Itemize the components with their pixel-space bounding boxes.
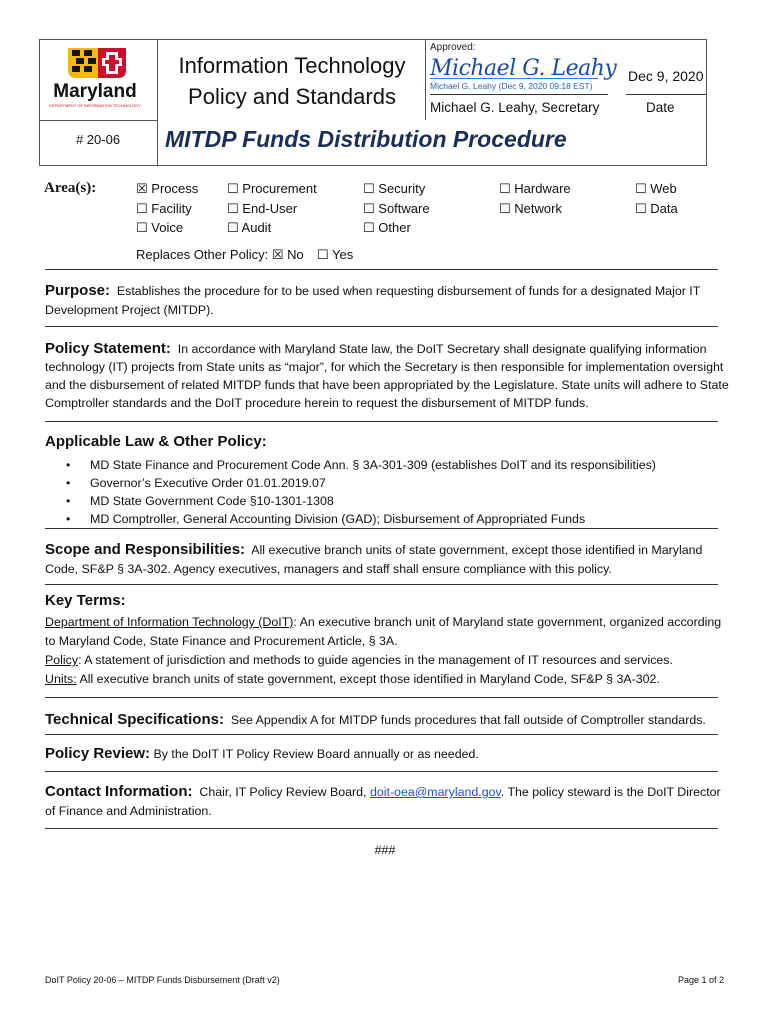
bullet-icon: • — [66, 476, 71, 490]
area-option-label: Network — [510, 201, 562, 216]
area-option-label: Web — [646, 181, 677, 196]
purpose-section — [45, 281, 730, 320]
law-list-text: MD State Government Code §10-1301-1308 — [90, 494, 334, 508]
section-rule — [45, 771, 718, 772]
approval-date: Dec 9, 2020 — [628, 68, 704, 84]
section-rule — [45, 734, 718, 735]
area-option-security — [363, 181, 425, 197]
contact-text-before: Chair, IT Policy Review Board, — [199, 785, 370, 799]
checkbox-icon[interactable]: ☐ — [136, 201, 148, 216]
replaces-yes-label: Yes — [332, 247, 354, 262]
area-option-web — [635, 181, 677, 197]
section-rule — [45, 828, 718, 829]
approved-label: Approved: — [430, 42, 476, 53]
date-underline — [626, 94, 706, 95]
date-label: Date — [646, 100, 675, 115]
footer-doc-info: DoIT Policy 20-06 – MITDP Funds Disbursement (Draft v2) — [45, 975, 280, 985]
area-option-label: Hardware — [510, 181, 571, 196]
checkbox-icon[interactable]: ☐ — [363, 201, 375, 216]
checkbox-icon[interactable]: ☐ — [136, 220, 148, 235]
area-option-label: Data — [646, 201, 678, 216]
key-term-name: Policy — [45, 653, 79, 667]
bullet-icon: • — [66, 512, 71, 526]
area-option-other — [363, 220, 411, 236]
header-title-line2: Policy and Standards — [188, 84, 396, 109]
key-term — [45, 613, 730, 651]
key-term — [45, 651, 730, 670]
signature-underline — [430, 94, 608, 95]
document-title: MITDP Funds Distribution Procedure — [165, 126, 567, 152]
area-option-facility — [136, 201, 192, 217]
signature-line — [430, 78, 598, 79]
policy-statement-section — [45, 340, 730, 412]
key-term-name: Department of Information Technology (DoIT) — [45, 615, 294, 629]
technical-text: See Appendix A for MITDP funds procedures that fall outside of Comptroller standards. — [230, 713, 706, 727]
key-term-definition: All executive branch units of state government, except those identified in Maryland Code, SF&P § 3A-302. — [76, 672, 660, 686]
area-option-label: Voice — [147, 220, 184, 235]
section-rule — [45, 269, 718, 270]
policy-statement-heading: Policy Statement: — [45, 340, 171, 357]
area-option-end-user — [227, 201, 297, 217]
signer-name: Michael G. Leahy, Secretary — [430, 100, 600, 115]
scope-heading: Scope and Responsibilities: — [45, 541, 246, 558]
header-title-line1: Information Technology — [178, 53, 406, 78]
section-rule — [45, 697, 718, 698]
logo-tagline: DEPARTMENT OF INFORMATION TECHNOLOGY — [49, 103, 141, 108]
maryland-logo — [46, 44, 144, 108]
contact-email-link[interactable]: doit-oea@maryland.gov — [369, 785, 501, 799]
law-list-item — [66, 492, 334, 510]
area-option-process — [136, 181, 198, 197]
section-rule — [45, 326, 718, 327]
purpose-heading: Purpose: — [45, 282, 111, 299]
area-option-software — [363, 201, 430, 217]
key-term-definition: : A statement of jurisdiction and methods to guide agencies in the management of IT resources and services. — [78, 653, 673, 667]
checkbox-icon[interactable]: ☒ — [136, 181, 148, 196]
contact-text-after: . The policy steward is the DoIT Director of Finance and Administration. — [45, 785, 721, 818]
technical-heading: Technical Specifications: — [45, 711, 224, 728]
law-list-item — [66, 510, 585, 528]
signature-meta: Michael G. Leahy (Dec 9, 2020 09:18 EST) — [430, 81, 593, 91]
replaces-yes — [317, 247, 353, 263]
key-terms-heading: Key Terms: — [45, 592, 126, 609]
logo-wordmark: Maryland — [53, 81, 137, 102]
law-list-item — [66, 456, 656, 474]
scope-section — [45, 540, 730, 579]
replaces-policy — [136, 247, 304, 263]
checkbox-icon[interactable]: ☐ — [227, 201, 239, 216]
area-option-label: Facility — [147, 201, 192, 216]
purpose-text: Establishes the procedure for to be used when requesting disbursement of funds for a designated Major IT Development Project (MITDP). — [45, 284, 701, 317]
end-mark: ### — [374, 843, 396, 857]
area-option-hardware — [499, 181, 571, 197]
section-rule — [45, 584, 718, 585]
review-heading: Policy Review: — [45, 745, 151, 762]
checkbox-icon[interactable]: ☐ — [635, 201, 647, 216]
technical-section — [45, 710, 730, 730]
checkbox-icon[interactable]: ☐ — [363, 181, 375, 196]
area-option-label: Software — [374, 201, 430, 216]
key-terms-list — [45, 613, 730, 689]
areas-label: Area(s): — [44, 180, 97, 196]
header-title — [157, 50, 427, 112]
area-option-procurement — [227, 181, 317, 197]
law-list-text: MD State Finance and Procurement Code Ann. § 3A-301-309 (establishes DoIT and its responsibilities) — [90, 458, 656, 472]
key-term-definition: : An executive branch unit of Maryland state government, organized according to Maryland Code, State Finance and Procurement Article, § 3A. — [45, 615, 722, 648]
footer-page-number: Page 1 of 2 — [677, 975, 724, 985]
section-rule — [45, 528, 718, 529]
checkbox-replaces-no[interactable]: ☒ — [271, 247, 284, 262]
area-option-data — [635, 201, 678, 217]
applicable-law-heading: Applicable Law & Other Policy: — [45, 433, 267, 450]
checkbox-icon[interactable]: ☐ — [227, 220, 239, 235]
checkbox-icon[interactable]: ☐ — [363, 220, 375, 235]
area-option-label: End-User — [238, 201, 298, 216]
policy-statement-text: In accordance with Maryland State law, the DoIT Secretary shall designate qualifying information technology (IT) projects from State units as “major”, for which the Secretary is then responsible for implementation oversight and the disbursement of related MITDP funds that have been appropriated by the Legislature. State units will adhere to State Comptroller standards and the DoIT procedure herein to request the disbursement of MITDP funds. — [45, 342, 729, 410]
policy-number: # 20-06 — [75, 132, 121, 147]
signature: Michael G. Leahy — [430, 56, 617, 81]
area-option-label: Procurement — [238, 181, 317, 196]
checkbox-replaces-yes[interactable]: ☐ — [317, 247, 329, 262]
area-option-label: Other — [374, 220, 411, 235]
area-option-label: Audit — [238, 220, 272, 235]
area-option-label: Process — [147, 181, 199, 196]
area-option-network — [499, 201, 562, 217]
section-rule — [45, 421, 718, 422]
key-term — [45, 670, 730, 689]
area-option-voice — [136, 220, 183, 236]
bullet-icon: • — [66, 494, 71, 508]
review-section — [45, 744, 730, 764]
header-divider — [40, 120, 157, 121]
replaces-label: Replaces Other Policy: — [136, 247, 269, 262]
contact-section — [45, 782, 730, 821]
checkbox-icon[interactable]: ☐ — [227, 181, 239, 196]
replaces-no-label: No — [287, 247, 304, 262]
review-text: By the DoIT IT Policy Review Board annually or as needed. — [153, 747, 479, 761]
scope-text: All executive branch units of state government, except those identified in Maryland Code, SF&P § 3A-302. Agency executives, managers and staff shall ensure compliance with this policy. — [45, 543, 703, 576]
area-option-label: Security — [374, 181, 426, 196]
law-list-text: MD Comptroller, General Accounting Division (GAD); Disbursement of Appropriated Funds — [90, 512, 586, 526]
law-list-text: Governor’s Executive Order 01.01.2019.07 — [90, 476, 326, 490]
contact-heading: Contact Information: — [45, 783, 193, 800]
area-option-audit — [227, 220, 271, 236]
key-term-name: Units: — [45, 672, 77, 686]
checkbox-icon[interactable]: ☐ — [635, 181, 647, 196]
checkbox-icon[interactable]: ☐ — [499, 181, 511, 196]
law-list-item — [66, 474, 326, 492]
bullet-icon: • — [66, 458, 71, 472]
checkbox-icon[interactable]: ☐ — [499, 201, 511, 216]
